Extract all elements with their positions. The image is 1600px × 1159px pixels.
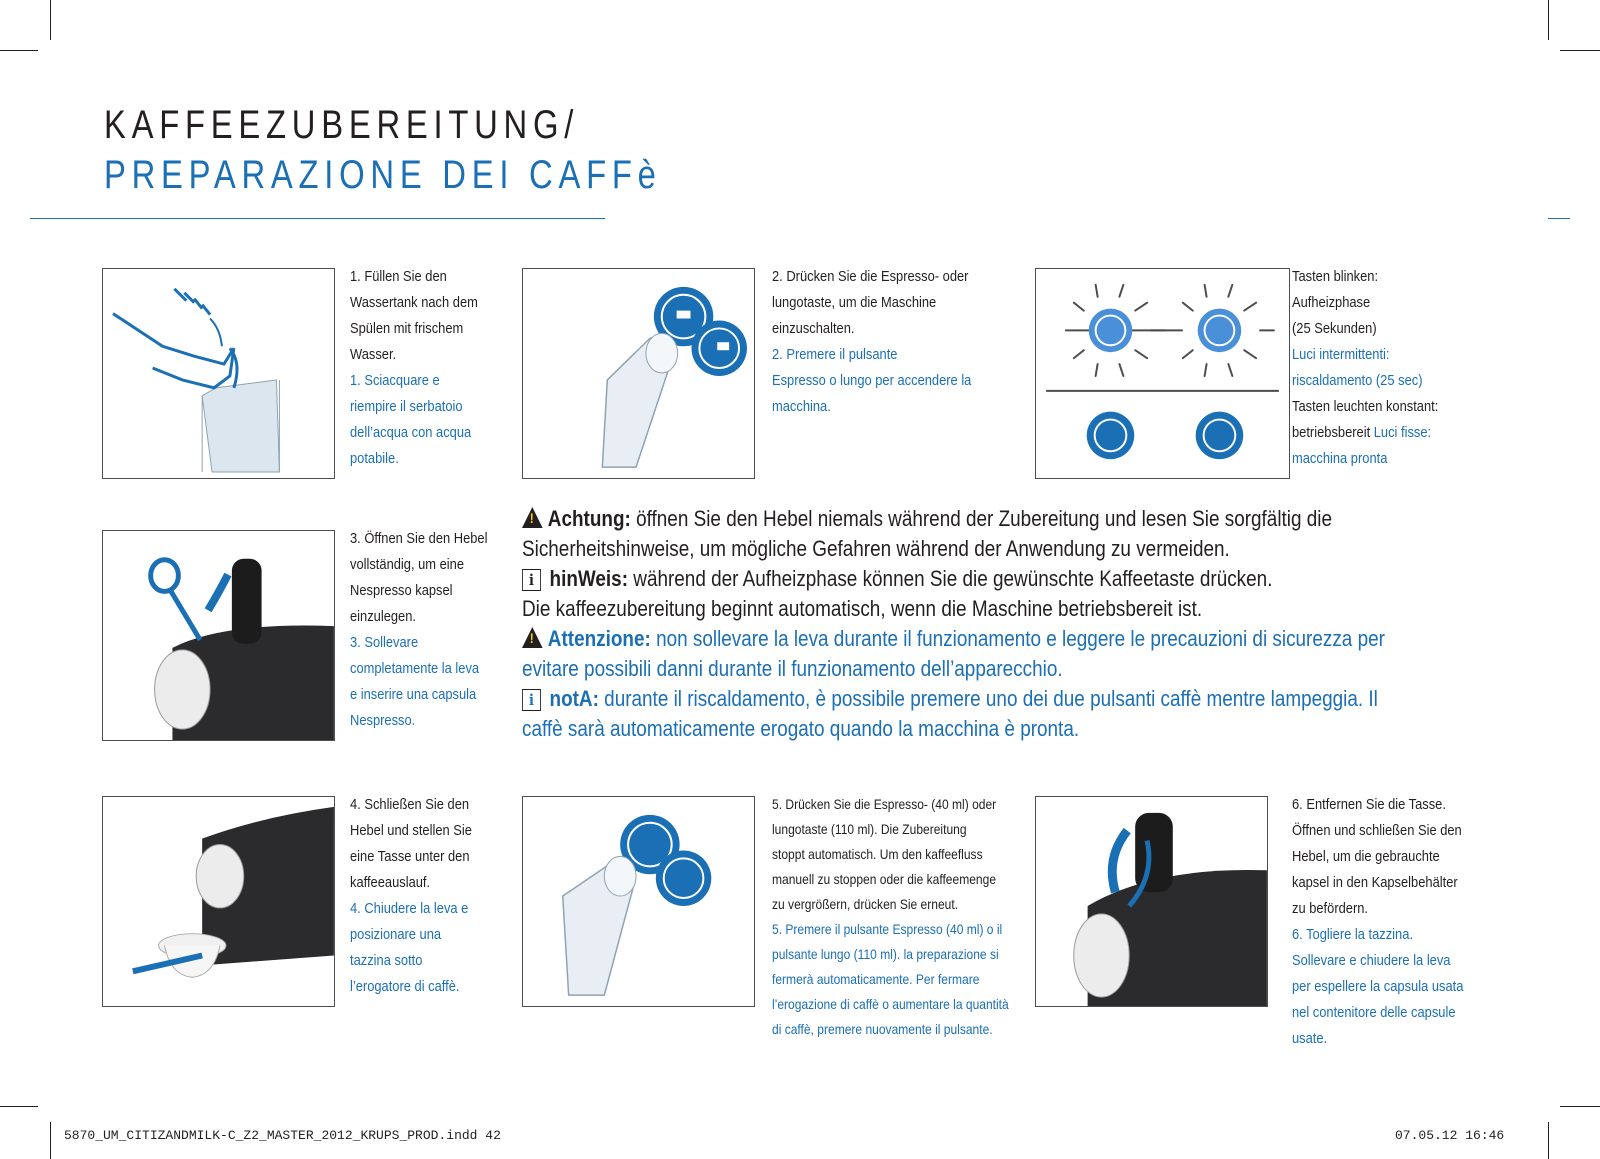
crop-mark: [50, 1122, 51, 1159]
text-line: l’erogatore di caffè.: [350, 978, 460, 995]
text-line: Sollevare e chiudere la leva: [1292, 952, 1451, 969]
title-line-de: KAFFEEZUBEREITUNG/: [104, 103, 580, 147]
warning-icon: [522, 507, 543, 528]
text-line: kaffeeauslauf.: [350, 874, 431, 891]
text-line: Aufheizphase: [1292, 294, 1371, 311]
text-line: 6. Entfernen Sie die Tasse.: [1292, 796, 1446, 813]
hint-de: [522, 564, 1442, 594]
illustration-press-espresso: [522, 796, 755, 1007]
step-2-it: [772, 342, 987, 420]
step-heating-text: [1292, 264, 1490, 472]
step-4-it: [350, 896, 501, 1000]
hint-de-cont: Die kaffeezubereitung beginnt automatisch, wenn die Maschine betriebsbereit ist.: [522, 596, 1203, 621]
step-6-de: [1292, 792, 1490, 922]
text-line: Luci fisse:: [1373, 424, 1432, 441]
warning-it-cont: evitare possibili danni durante il funzionamento dell’apparecchio.: [522, 656, 1063, 681]
text-line: Espresso o lungo per accendere la: [772, 372, 972, 389]
step-5-text: [772, 792, 1021, 1042]
step-5-de: [772, 792, 1021, 917]
text-line: (25 Sekunden): [1292, 320, 1377, 337]
text-line: dell’acqua con acqua: [350, 424, 472, 441]
crop-mark: [0, 1106, 38, 1107]
ready-de: [1292, 394, 1490, 446]
text-line: usate.: [1292, 1030, 1328, 1047]
illustration-open-lever: [102, 530, 335, 741]
text-line: l’erogazione di caffè o aumentare la quantità: [772, 996, 1009, 1012]
illustration-press-button: [522, 268, 755, 479]
text-line: riscaldamento (25 sec): [1292, 372, 1423, 389]
text-line: Tasten leuchten konstant:: [1292, 398, 1439, 415]
heating-de: [1292, 264, 1490, 342]
text-line: Wasser.: [350, 346, 397, 363]
text-line: posizionare una: [350, 926, 442, 943]
illustration-eject-capsule: [1035, 796, 1268, 1007]
step-6-it: [1292, 922, 1490, 1052]
text-line: Tasten blinken:: [1292, 268, 1379, 285]
hint-text: durante il riscaldamento, è possibile premere uno dei due pulsanti caffè mentre lampeggia. Il: [604, 686, 1378, 711]
text-line: einzuschalten.: [772, 320, 855, 337]
text-line: 2. Premere il pulsante: [772, 346, 898, 363]
crop-mark: [1548, 0, 1549, 40]
warning-text: non sollevare la leva durante il funzionamento e leggere le precauzioni di sicurezza per: [656, 626, 1385, 651]
text-line: Öffnen und schließen Sie den: [1292, 822, 1462, 839]
info-icon: i: [522, 569, 541, 591]
text-line: 4. Chiudere la leva e: [350, 900, 469, 917]
text-line: 5. Premere il pulsante Espresso (40 ml) o il: [772, 921, 1003, 937]
illustration-fill-tank: [102, 268, 335, 479]
text-line: 6. Togliere la tazzina.: [1292, 926, 1413, 943]
step-2-text: [772, 264, 987, 420]
text-line: einzulegen.: [350, 608, 416, 625]
text-line: 3. Sollevare: [350, 634, 419, 651]
hint-it: [522, 684, 1442, 714]
illustration-close-lever: [102, 796, 335, 1007]
text-line: eine Tasse unter den: [350, 848, 470, 865]
crop-mark: [1548, 1122, 1549, 1159]
text-line: 5. Drücken Sie die Espresso- (40 ml) oder: [772, 796, 997, 812]
text-line: Hebel, um die gebrauchte: [1292, 848, 1440, 865]
text-line: lungotaste, um die Maschine: [772, 294, 937, 311]
footer-filename: 5870_UM_CITIZANDMILK-C_Z2_MASTER_2012_KRUPS_PROD.indd 42: [64, 1128, 501, 1143]
crop-mark: [0, 50, 38, 51]
text-line: lungotaste (110 ml). Die Zubereitung: [772, 821, 967, 837]
notes-block: [522, 504, 1442, 744]
text-line: e inserire una capsula: [350, 686, 477, 703]
step-3-text: [350, 526, 501, 734]
ready-it: macchina pronta: [1292, 450, 1388, 467]
text-line: per espellere la capsula usata: [1292, 978, 1464, 995]
text-line: Spülen mit frischem: [350, 320, 464, 337]
text-line: zu befördern.: [1292, 900, 1369, 917]
step-5-it: [772, 917, 1021, 1042]
text-line: Hebel und stellen Sie: [350, 822, 472, 839]
text-line: 3. Öffnen Sie den Hebel: [350, 530, 488, 547]
text-line: fermerà automaticamente. Per fermare: [772, 971, 980, 987]
warning-de-cont: Sicherheitshinweise, um mögliche Gefahren während der Anwendung zu vermeiden.: [522, 536, 1230, 561]
step-6-text: [1292, 792, 1490, 1052]
text-line: Wassertank nach dem: [350, 294, 478, 311]
text-line: Luci intermittenti:: [1292, 346, 1390, 363]
illustration-blinking-buttons: [1035, 268, 1290, 479]
warning-de: [522, 504, 1442, 534]
text-line: 1. Füllen Sie den: [350, 268, 447, 285]
step-1-text: [350, 264, 501, 472]
text-line: 4. Schließen Sie den: [350, 796, 470, 813]
text-line: kapsel in den Kapselbehälter: [1292, 874, 1458, 891]
warning-label: Achtung:: [547, 506, 631, 531]
warning-it: [522, 624, 1442, 654]
text-line: macchina.: [772, 398, 831, 415]
text-line: betriebsbereit: [1292, 424, 1371, 441]
step-3-it: [350, 630, 501, 734]
hint-label: hinWeis:: [549, 566, 629, 591]
text-line: vollständig, um eine: [350, 556, 465, 573]
text-line: completamente la leva: [350, 660, 480, 677]
text-line: 2. Drücken Sie die Espresso- oder: [772, 268, 969, 285]
title-rule: [30, 218, 605, 219]
text-line: zu vergrößern, drücken Sie erneut.: [772, 896, 959, 912]
text-line: manuell zu stoppen oder die kaffeemenge: [772, 871, 997, 887]
step-3-de: [350, 526, 501, 630]
margin-rule: [1548, 218, 1570, 219]
text-line: stoppt automatisch. Um den kaffeefluss: [772, 846, 983, 862]
text-line: nel contenitore delle capsule: [1292, 1004, 1456, 1021]
step-1-de: [350, 264, 501, 368]
warning-text: öffnen Sie den Hebel niemals während der Zubereitung und lesen Sie sorgfältig die: [636, 506, 1333, 531]
text-line: tazzina sotto: [350, 952, 423, 969]
warning-icon: [522, 627, 543, 648]
warning-label: Attenzione:: [547, 626, 651, 651]
heating-it: [1292, 342, 1490, 394]
hint-label: notA:: [549, 686, 599, 711]
hint-text: während der Aufheizphase können Sie die gewünschte Kaffeetaste drücken.: [633, 566, 1273, 591]
text-line: Nespresso.: [350, 712, 416, 729]
text-line: Nespresso kapsel: [350, 582, 453, 599]
crop-mark: [1560, 50, 1600, 51]
text-line: pulsante lungo (110 ml). la preparazione si: [772, 946, 999, 962]
crop-mark: [50, 0, 51, 40]
page-title: [104, 100, 662, 200]
text-line: potabile.: [350, 450, 399, 467]
text-line: di caffè, premere nuovamente il pulsante.: [772, 1021, 993, 1037]
text-line: riempire il serbatoio: [350, 398, 463, 415]
step-2-de: [772, 264, 987, 342]
text-line: 1. Sciacquare e: [350, 372, 440, 389]
footer-timestamp: 07.05.12 16:46: [1395, 1128, 1505, 1143]
step-4-de: [350, 792, 501, 896]
step-4-text: [350, 792, 501, 1000]
crop-mark: [1560, 1106, 1600, 1107]
step-1-it: [350, 368, 501, 472]
hint-it-cont: caffè sarà automaticamente erogato quando la macchina è pronta.: [522, 716, 1080, 741]
info-icon: i: [522, 689, 541, 711]
title-line-it: PREPARAZIONE DEI CAFFè: [104, 153, 662, 197]
